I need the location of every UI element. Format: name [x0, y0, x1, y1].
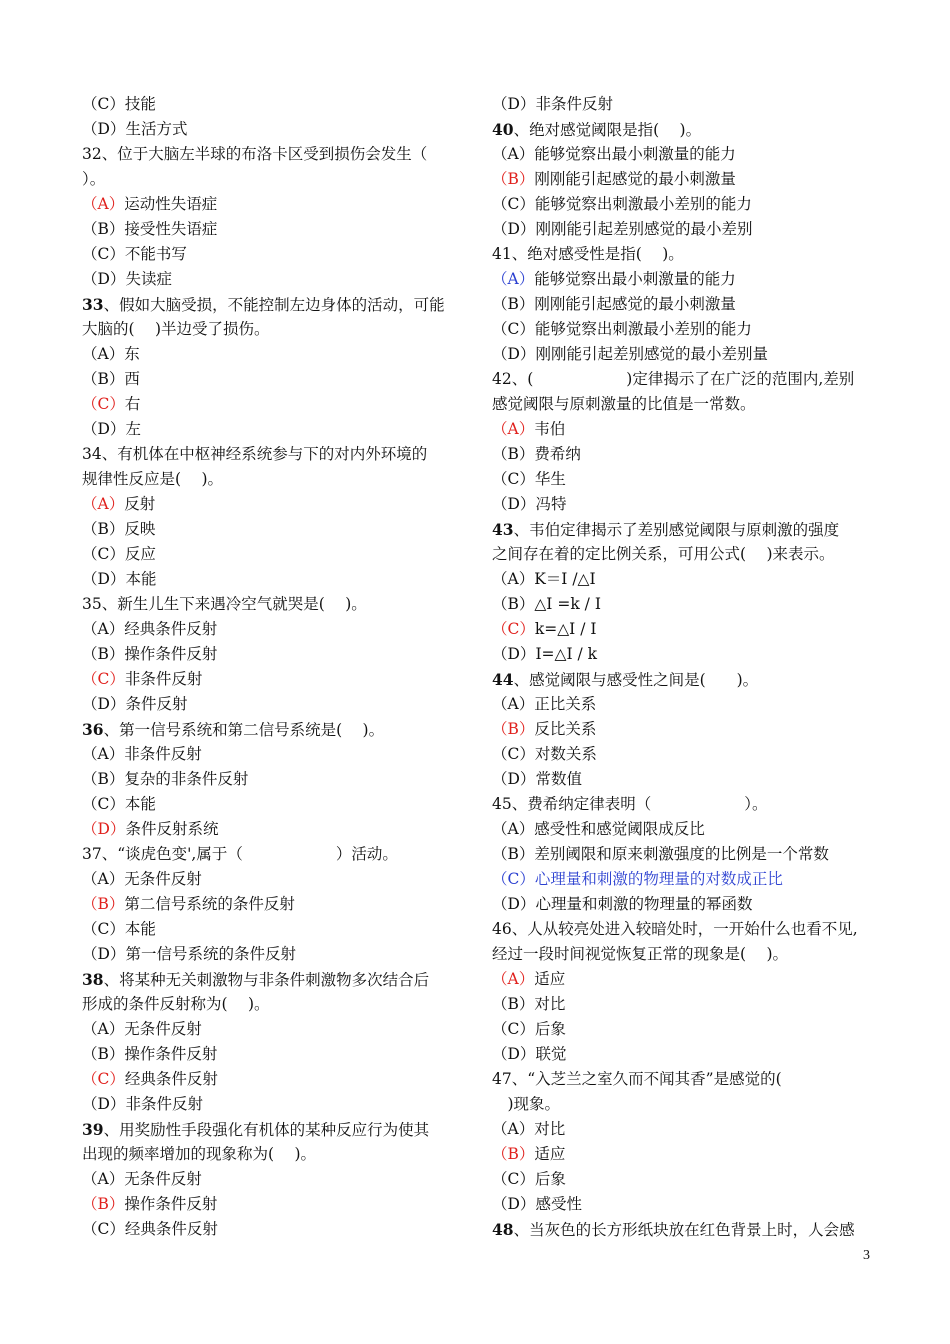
option-letter: （C）	[82, 245, 125, 263]
answer-option	[492, 967, 880, 992]
question-number: 46	[492, 920, 512, 938]
option-text: 后象	[534, 1020, 566, 1038]
option-text: 左	[125, 420, 141, 438]
answer-option	[82, 542, 464, 567]
answer-option	[492, 142, 880, 167]
option-text: 能够觉察出刺激最小差别的能力	[534, 195, 752, 213]
answer-option	[492, 217, 880, 242]
option-letter: （A）	[82, 745, 125, 763]
question-text: 、将某种无关刺激物与非条件刺激物多次结合后	[103, 971, 430, 989]
option-letter: （B）	[82, 370, 125, 388]
question-text: 、( )定律揭示了在广泛的范围内,差别	[511, 370, 855, 388]
answer-option	[82, 417, 464, 442]
question-text: 、有机体在中枢神经系统参与下的对内外环境的	[101, 445, 428, 463]
answer-option	[492, 1167, 880, 1192]
option-letter: （A）	[492, 145, 535, 163]
answer-option	[82, 892, 464, 917]
option-text: 西	[124, 370, 140, 388]
option-letter: （A）	[492, 570, 535, 588]
question-stem	[492, 667, 880, 692]
answer-option	[492, 167, 880, 192]
option-text: 不能书写	[124, 245, 187, 263]
answer-option	[492, 717, 880, 742]
option-text: 正比关系	[534, 695, 597, 713]
option-letter: （D）	[82, 420, 126, 438]
option-letter: （C）	[492, 320, 535, 338]
option-text: 无条件反射	[124, 1170, 202, 1188]
option-text: 第一信号系统的条件反射	[125, 945, 296, 963]
question-number: 43	[492, 520, 514, 539]
option-letter: （A）	[82, 495, 125, 513]
answer-option	[82, 742, 464, 767]
question-stem	[82, 842, 464, 867]
question-stem	[82, 1117, 464, 1142]
option-letter: （A）	[492, 420, 535, 438]
question-text: 、位于大脑左半球的布洛卡区受到损伤会发生（	[101, 145, 428, 163]
option-text: 反比关系	[534, 720, 597, 738]
answer-option	[82, 692, 464, 717]
option-letter: （A）	[82, 195, 125, 213]
answer-option	[82, 342, 464, 367]
option-text: 条件反射系统	[125, 820, 219, 838]
option-letter: （D）	[492, 495, 536, 513]
answer-option	[492, 342, 880, 367]
option-text: 后象	[534, 1170, 566, 1188]
answer-option	[492, 767, 880, 792]
question-text: 、第一信号系统和第二信号系统是( )。	[103, 721, 385, 739]
question-stem	[82, 967, 464, 992]
option-text: 本能	[125, 570, 157, 588]
question-text: 、人从较亮处进入较暗处时，一开始什么也看不见,	[511, 920, 858, 938]
option-text: 对比	[534, 1120, 566, 1138]
option-letter: （D）	[492, 770, 536, 788]
option-letter: （C）	[492, 870, 535, 888]
option-letter: （A）	[82, 870, 125, 888]
answer-option	[492, 842, 880, 867]
option-text: 经典条件反射	[124, 1070, 218, 1088]
option-letter: （B）	[492, 445, 535, 463]
option-text: 操作条件反射	[124, 1195, 218, 1213]
question-text: 、“谈虎色变',属于（ ）活动。	[101, 845, 398, 863]
answer-option	[82, 642, 464, 667]
question-number: 41	[492, 245, 512, 263]
option-text: 无条件反射	[124, 1020, 202, 1038]
option-text: 刚刚能引起差别感觉的最小差别	[535, 220, 753, 238]
answer-option	[492, 292, 880, 317]
option-text: △I =k / I	[534, 595, 601, 613]
question-text: 、“入芝兰之室久而不闻其香”是感觉的(	[511, 1070, 782, 1088]
option-text: 心理量和刺激的物理量的对数成正比	[534, 870, 783, 888]
option-text: 经典条件反射	[124, 620, 218, 638]
option-text: 对比	[534, 995, 566, 1013]
option-text: 失读症	[125, 270, 172, 288]
answer-option	[82, 867, 464, 892]
option-letter: （B）	[492, 720, 535, 738]
option-text: 反应	[124, 545, 156, 563]
answer-option	[82, 517, 464, 542]
question-continuation: 出现的频率增加的现象称为( )。	[82, 1145, 317, 1163]
option-text: 华生	[534, 470, 566, 488]
question-continuation: 形成的条件反射称为( )。	[82, 995, 270, 1013]
question-stem	[492, 367, 880, 392]
question-continuation: 大脑的( )半边受了损伤。	[82, 320, 270, 338]
answer-option	[82, 392, 464, 417]
option-letter: （C）	[492, 620, 535, 638]
answer-option	[82, 942, 464, 967]
question-stem	[492, 792, 880, 817]
option-letter: （C）	[82, 1220, 125, 1238]
question-text: 、新生儿生下来遇冷空气就哭是( )。	[101, 595, 367, 613]
option-text: 刚刚能引起差别感觉的最小差别量	[535, 345, 768, 363]
option-letter: （D）	[82, 820, 126, 838]
option-letter: （D）	[82, 1095, 126, 1113]
option-letter: （C）	[82, 920, 125, 938]
option-text: 接受性失语症	[124, 220, 218, 238]
question-text: 、当灰色的长方形纸块放在红色背景上时，人会感	[513, 1221, 855, 1239]
answer-option	[492, 317, 880, 342]
option-letter: （A）	[82, 620, 125, 638]
answer-option	[82, 667, 464, 692]
option-letter: （A）	[492, 1120, 535, 1138]
option-text: 运动性失语症	[124, 195, 218, 213]
option-letter: （B）	[492, 995, 535, 1013]
question-continuation: 经过一段时间视觉恢复正常的现象是( )。	[492, 945, 789, 963]
answer-option	[492, 442, 880, 467]
answer-option	[82, 1167, 464, 1192]
answer-option	[82, 567, 464, 592]
answer-option	[492, 867, 880, 892]
option-text: 能够觉察出最小刺激量的能力	[534, 145, 736, 163]
option-text: 能够觉察出刺激最小差别的能力	[534, 320, 752, 338]
option-letter: （C）	[82, 670, 125, 688]
answer-option	[492, 1142, 880, 1167]
option-text: 复杂的非条件反射	[124, 770, 249, 788]
answer-option	[492, 492, 880, 517]
question-stem	[492, 1217, 880, 1242]
option-letter: （A）	[492, 820, 535, 838]
option-letter: （B）	[492, 1145, 535, 1163]
answer-option	[82, 792, 464, 817]
question-number: 38	[82, 970, 104, 989]
answer-option	[82, 817, 464, 842]
question-number: 36	[82, 720, 104, 739]
option-letter: （C）	[492, 745, 535, 763]
option-letter: （D）	[82, 695, 126, 713]
option-letter: （B）	[492, 845, 535, 863]
question-text: 、假如大脑受损，不能控制左边身体的活动，可能	[103, 296, 445, 314]
question-stem	[82, 592, 464, 617]
answer-option	[492, 642, 880, 667]
option-text: 冯特	[535, 495, 567, 513]
option-letter: （D）	[492, 1195, 536, 1213]
option-text: 差别阈限和原来刺激强度的比例是一个常数	[534, 845, 829, 863]
question-continuation: 之间存在着的定比例关系，可用公式( )来表示。	[492, 545, 835, 563]
option-text: 能够觉察出最小刺激量的能力	[534, 270, 736, 288]
option-letter: （C）	[492, 1170, 535, 1188]
question-stem	[82, 292, 464, 317]
option-text: 非条件反射	[124, 670, 203, 688]
answer-option	[492, 1192, 880, 1217]
option-text: 本能	[124, 795, 156, 813]
answer-option	[492, 617, 880, 642]
answer-option	[82, 492, 464, 517]
answer-option	[82, 242, 464, 267]
answer-option	[492, 817, 880, 842]
option-letter: （B）	[82, 770, 125, 788]
option-text: 心理量和刺激的物理量的幂函数	[535, 895, 753, 913]
answer-option	[82, 617, 464, 642]
question-continuation: ）。	[82, 170, 106, 188]
answer-option	[492, 192, 880, 217]
answer-option	[492, 92, 880, 117]
option-text: 右	[124, 395, 141, 413]
answer-option	[82, 1217, 464, 1242]
answer-option	[492, 1042, 880, 1067]
option-text: 东	[124, 345, 140, 363]
answer-option	[492, 467, 880, 492]
option-letter: （D）	[82, 945, 126, 963]
option-text: 感受性	[535, 1195, 582, 1213]
option-letter: （B）	[82, 1045, 125, 1063]
question-number: 45	[492, 795, 512, 813]
option-text: 适应	[534, 1145, 566, 1163]
option-letter: （D）	[82, 120, 126, 138]
question-text: 、用奖励性手段强化有机体的某种反应行为使其	[103, 1121, 430, 1139]
option-letter: （B）	[492, 595, 535, 613]
answer-option	[82, 92, 464, 117]
question-text: 、绝对感受性是指( )。	[511, 245, 684, 263]
option-letter: （A）	[492, 695, 535, 713]
question-text: 、费希纳定律表明（ ）。	[511, 795, 768, 813]
option-letter: （C）	[82, 395, 125, 413]
question-number: 37	[82, 845, 102, 863]
option-text: 条件反射	[125, 695, 188, 713]
option-letter: （C）	[82, 1070, 125, 1088]
answer-option	[492, 1017, 880, 1042]
option-text: k=△I / I	[534, 620, 597, 638]
option-text: 非条件反射	[125, 1095, 203, 1113]
answer-option	[492, 567, 880, 592]
page-number: 3	[863, 1248, 870, 1263]
answer-option	[492, 742, 880, 767]
option-text: 技能	[124, 95, 156, 113]
option-text: 经典条件反射	[124, 1220, 218, 1238]
question-stem	[82, 142, 464, 167]
option-letter: （A）	[492, 270, 535, 288]
answer-option	[82, 767, 464, 792]
answer-option	[82, 217, 464, 242]
question-continuation: 规律性反应是( )。	[82, 470, 224, 488]
option-letter: （D）	[492, 345, 536, 363]
question-stem	[82, 717, 464, 742]
question-stem	[492, 117, 880, 142]
option-text: 对数关系	[534, 745, 597, 763]
question-text: 、韦伯定律揭示了差别感觉阈限与原刺激的强度	[513, 521, 840, 539]
option-letter: （A）	[82, 345, 125, 363]
answer-option	[82, 117, 464, 142]
question-number: 34	[82, 445, 102, 463]
option-text: 本能	[124, 920, 156, 938]
answer-option	[492, 992, 880, 1017]
option-text: K＝I /△I	[534, 570, 596, 588]
option-letter: （C）	[82, 795, 125, 813]
answer-option	[492, 1117, 880, 1142]
question-stem	[82, 442, 464, 467]
option-letter: （B）	[492, 295, 535, 313]
option-letter: （A）	[82, 1170, 125, 1188]
option-text: 费希纳	[534, 445, 581, 463]
option-text: 适应	[534, 970, 566, 988]
option-text: 常数值	[535, 770, 582, 788]
option-text: 联觉	[535, 1045, 567, 1063]
question-number: 32	[82, 145, 102, 163]
option-text: 第二信号系统的条件反射	[124, 895, 295, 913]
question-number: 40	[492, 120, 514, 139]
option-text: 刚刚能引起感觉的最小刺激量	[534, 170, 736, 188]
question-number: 42	[492, 370, 512, 388]
option-text: I=△I / k	[535, 645, 598, 663]
question-stem	[492, 917, 880, 942]
option-letter: （B）	[82, 895, 125, 913]
option-text: 无条件反射	[124, 870, 202, 888]
question-number: 44	[492, 670, 514, 689]
option-letter: （D）	[82, 270, 126, 288]
option-text: 非条件反射	[535, 95, 613, 113]
question-stem	[492, 242, 880, 267]
option-letter: （A）	[492, 970, 535, 988]
question-number: 48	[492, 1220, 514, 1239]
option-letter: （D）	[82, 570, 126, 588]
question-number: 47	[492, 1070, 512, 1088]
option-text: 刚刚能引起感觉的最小刺激量	[534, 295, 736, 313]
option-letter: （B）	[82, 520, 125, 538]
option-text: 生活方式	[125, 120, 188, 138]
option-letter: （C）	[82, 95, 125, 113]
option-text: 操作条件反射	[124, 645, 218, 663]
option-letter: （C）	[492, 470, 535, 488]
option-text: 反射	[124, 495, 156, 513]
question-continuation: )现象。	[492, 1095, 561, 1113]
option-text: 反映	[124, 520, 156, 538]
option-letter: （B）	[492, 170, 535, 188]
option-letter: （C）	[82, 545, 125, 563]
answer-option	[492, 592, 880, 617]
left-column	[82, 92, 464, 1242]
answer-option	[82, 1017, 464, 1042]
option-text: 操作条件反射	[124, 1045, 218, 1063]
answer-option	[82, 1067, 464, 1092]
option-letter: （C）	[492, 1020, 535, 1038]
answer-option	[82, 1092, 464, 1117]
option-text: 韦伯	[534, 420, 566, 438]
answer-option	[82, 267, 464, 292]
option-letter: （C）	[492, 195, 535, 213]
question-stem	[492, 1067, 880, 1092]
question-stem	[492, 517, 880, 542]
answer-option	[82, 192, 464, 217]
option-letter: （B）	[82, 645, 125, 663]
option-letter: （D）	[492, 95, 536, 113]
right-column	[492, 92, 880, 1242]
option-letter: （D）	[492, 645, 536, 663]
question-continuation: 感觉阈限与原刺激量的比值是一常数。	[492, 395, 756, 413]
question-number: 33	[82, 295, 104, 314]
question-text: 、感觉阈限与感受性之间是( )。	[513, 671, 759, 689]
option-letter: （D）	[492, 220, 536, 238]
answer-option	[492, 692, 880, 717]
option-letter: （A）	[82, 1020, 125, 1038]
option-letter: （B）	[82, 220, 125, 238]
answer-option	[492, 417, 880, 442]
question-number: 35	[82, 595, 102, 613]
question-number: 39	[82, 1120, 104, 1139]
answer-option	[82, 1192, 464, 1217]
answer-option	[492, 267, 880, 292]
answer-option	[82, 367, 464, 392]
option-text: 非条件反射	[124, 745, 202, 763]
question-text: 、绝对感觉阈限是指( )。	[513, 121, 702, 139]
answer-option	[492, 892, 880, 917]
answer-option	[82, 917, 464, 942]
option-letter: （B）	[82, 1195, 125, 1213]
option-letter: （D）	[492, 895, 536, 913]
option-letter: （D）	[492, 1045, 536, 1063]
option-text: 感受性和感觉阈限成反比	[534, 820, 705, 838]
answer-option	[82, 1042, 464, 1067]
